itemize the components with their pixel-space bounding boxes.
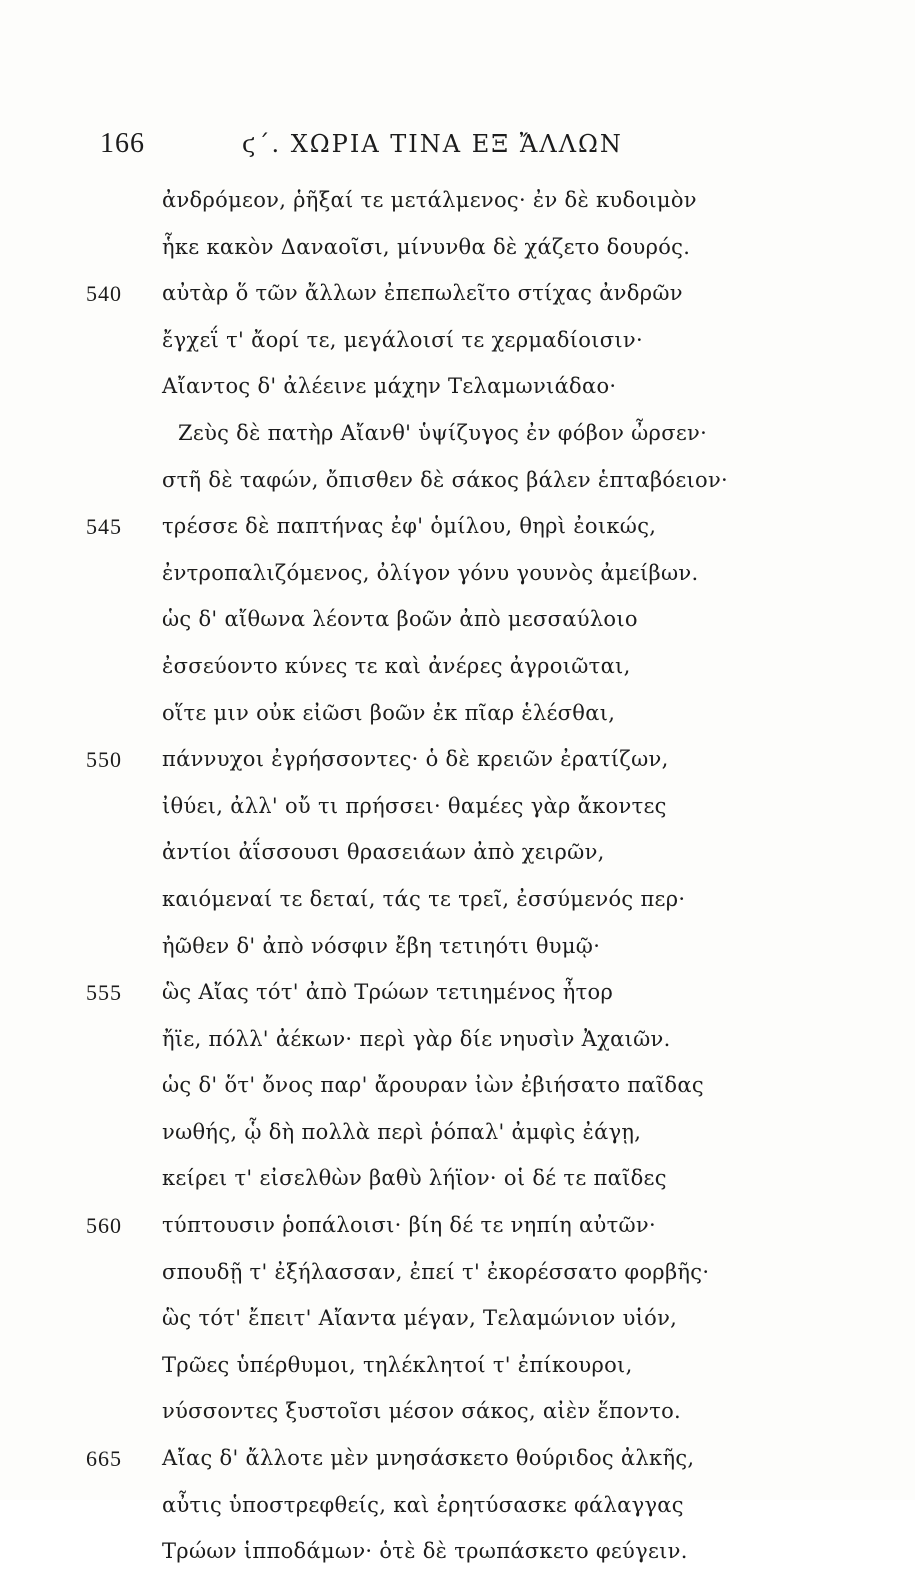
verse-line [86,607,826,654]
verse-line [86,701,826,748]
verse-text: ἀνδρόμεον, ῥῆξαί τε μετάλμενος· ἐν δὲ κυδοιμὸν [162,188,697,212]
verse-text: ὡς δ' αἴθωνα λέοντα βοῶν ἀπὸ μεσσαύλοιο [162,607,638,632]
verse-text: Τρῶες ὑπέρθυμοι, τηλέκλητοί τ' ἐπίκουροι, [162,1352,633,1377]
verse-line [86,468,826,515]
verse-text: Ζεὺς δὲ πατὴρ Αἴανθ' ὑψίζυγος ἐν φόβον ὦρσεν· [178,420,708,445]
verse-line [86,1399,826,1446]
verse-line [86,281,826,328]
verse-text: ὣς Αἴας τότ' ἀπὸ Τρώων τετιημένος ἦτορ [162,980,614,1005]
verse-text: Αἴαντος δ' ἀλέεινε μάχην Τελαμωνιάδαο· [162,374,617,399]
line-number: 665 [86,1446,122,1472]
line-number: 540 [86,281,122,307]
verse-text: Αἴας δ' ἄλλοτε μὲν μνησάσκετο θούριδος ἀλκῆς, [162,1446,695,1471]
verse-line [86,794,826,841]
verse-text: νύσσοντες ξυστοῖσι μέσον σάκος, αἰὲν ἕποντο. [162,1399,682,1424]
page-number: 166 [100,128,145,159]
verse-line [86,1120,826,1167]
verse-line [86,934,826,981]
verse-line [86,188,826,235]
verse-line [86,1213,826,1260]
verse-text: νωθής, ᾧ δὴ πολλὰ περὶ ῥόπαλ' ἀμφὶς ἐάγῃ, [162,1119,642,1144]
verse-text: ἐσσεύοντο κύνες τε καὶ ἀνέρες ἀγροιῶται, [162,653,631,678]
verse-line [86,235,826,282]
verse-text: κείρει τ' εἰσελθὼν βαθὺ λήϊον· οἱ δέ τε παῖδες [162,1166,667,1191]
verse-line [86,1260,826,1307]
verse-text: στῆ δὲ ταφών, ὄπισθεν δὲ σάκος βάλεν ἑπταβόειον· [162,467,729,492]
verse-text: πάννυχοι ἐγρήσσοντες· ὁ δὲ κρειῶν ἐρατίζων, [162,747,669,772]
line-number: 545 [86,514,122,540]
verse-line [86,654,826,701]
verse-line [86,374,826,421]
verse-text: αὖτις ὑποστρεφθείς, καὶ ἐρητύσασκε φάλαγγας [162,1492,684,1517]
verse-line [86,980,826,1027]
verse-text: οἵτε μιν οὐκ εἰῶσι βοῶν ἐκ πῖαρ ἑλέσθαι, [162,700,616,725]
verse-text: ἧκε κακὸν Δαναοῖσι, μίνυνθα δὲ χάζετο δουρός. [162,234,691,259]
verse-line [86,514,826,561]
verse-line [86,421,826,468]
verse-line [86,1306,826,1353]
verse-text: ὡς δ' ὅτ' ὄνος παρ' ἄρουραν ἰὼν ἐβιήσατο παῖδας [162,1073,704,1098]
verse-line [86,561,826,608]
verse-text: ἰθύει, ἀλλ' οὔ τι πρήσσει· θαμέες γὰρ ἄκοντες [162,793,667,818]
verse-text: ἤϊε, πόλλ' ἀέκων· περὶ γὰρ δίε νηυσὶν Ἀχαιῶν. [162,1026,671,1051]
verse-text: ἀντίοι ἀΐσσουσι θρασειάων ἀπὸ χειρῶν, [162,840,605,865]
verse-text: ἐντροπαλιζόμενος, ὀλίγον γόνυ γουνὸς ἀμείβων. [162,560,699,585]
verse-line [86,840,826,887]
verse-line [86,747,826,794]
verse-line [86,1353,826,1400]
verse-text: σπουδῇ τ' ἐξήλασσαν, ἐπεί τ' ἐκορέσσατο φορβῆς· [162,1259,710,1284]
verse-line [86,1027,826,1074]
running-head: ϛ΄. ΧΩΡΙΑ ΤΙΝΑ ΕΞ ἌΛΛΩΝ [242,130,623,158]
verse-text: ὣς τότ' ἔπειτ' Αἴαντα μέγαν, Τελαμώνιον υἱόν, [162,1306,678,1331]
verse-line [86,1446,826,1493]
page-header [100,128,800,168]
verse-line [86,1539,826,1586]
verse-line [86,1166,826,1213]
line-number: 550 [86,747,122,773]
verse-text: ἔγχεΐ τ' ἄορί τε, μεγάλοισί τε χερμαδίοισιν· [162,327,643,352]
verse-line [86,887,826,934]
verse-text: τύπτουσιν ῥοπάλοισι· βίη δέ τε νηπίη αὐτῶν· [162,1213,656,1238]
verse-text: τρέσσε δὲ παπτήνας ἐφ' ὁμίλου, θηρὶ ἐοικώς, [162,514,657,539]
verse-text: καιόμεναί τε δεταί, τάς τε τρεῖ, ἐσσύμενός περ· [162,886,686,911]
line-number: 560 [86,1213,122,1239]
verse-text: αὐτὰρ ὅ τῶν ἄλλων ἐπεπωλεῖτο στίχας ἀνδρῶν [162,281,683,306]
verse-block [86,188,826,1586]
line-number: 555 [86,980,122,1006]
verse-line [86,328,826,375]
verse-text: Τρώων ἱπποδάμων· ὁτὲ δὲ τρωπάσκετο φεύγειν. [162,1539,688,1564]
verse-line [86,1073,826,1120]
verse-text: ἠῶθεν δ' ἀπὸ νόσφιν ἔβη τετιηότι θυμῷ· [162,933,601,958]
